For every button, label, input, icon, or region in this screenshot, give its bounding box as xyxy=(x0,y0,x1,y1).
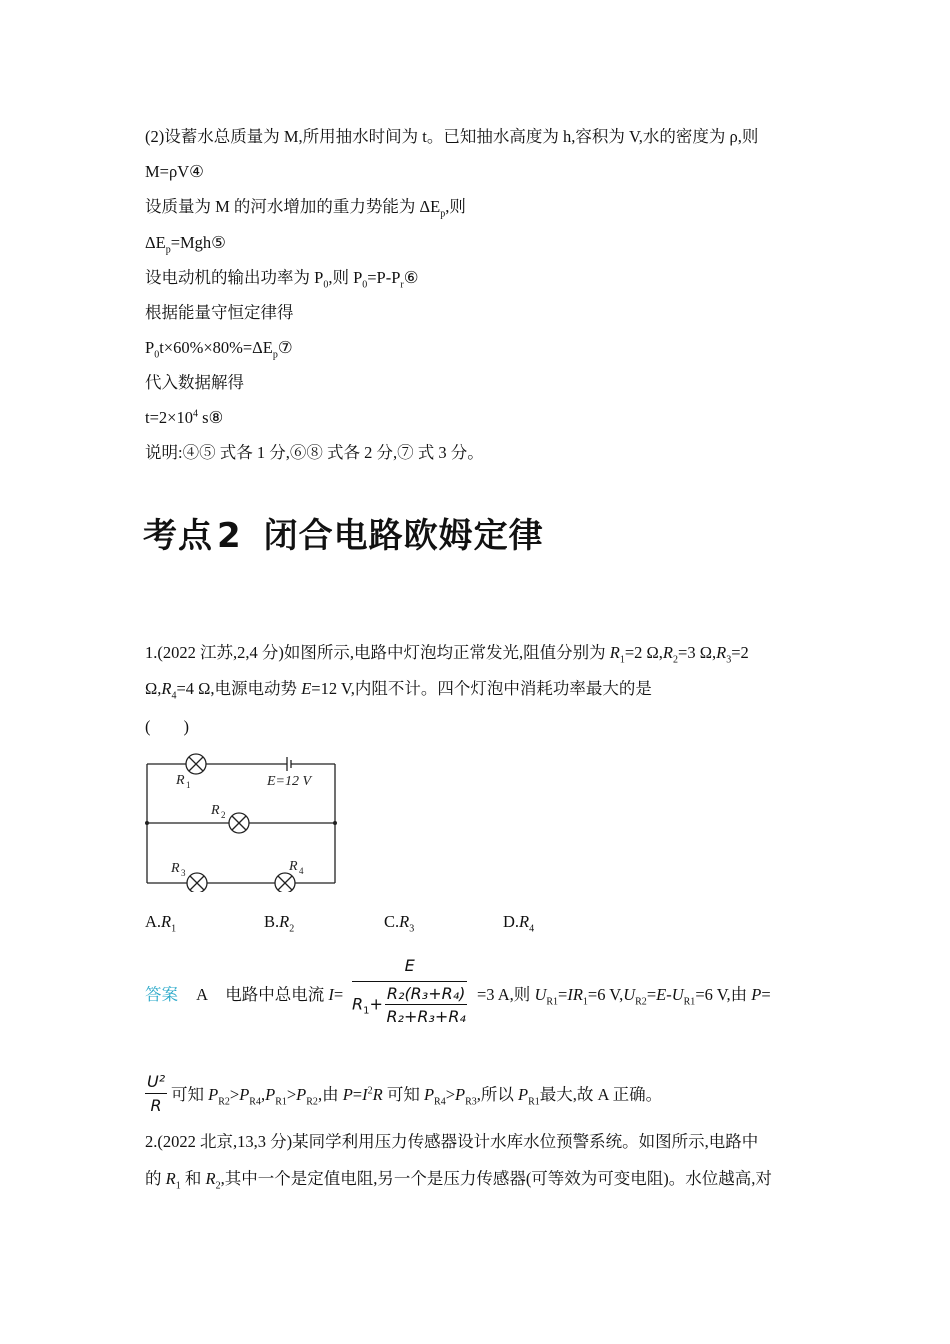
q1-line-1: 1.(2022 江苏,2,4 分)如图所示,电路中灯泡均正常发光,阻值分别为 $R_1=2$ $\Omega,R_2=3$ $\Omega,R_3=2$ xyxy=(145,643,749,666)
solution-line-9: $t=2\times 10^4$ s⑧ xyxy=(145,408,224,427)
lamp-r1 xyxy=(186,754,206,774)
label-emf: E=12 V xyxy=(267,774,312,789)
answer-line-2: 可知 $P_{R2}>P_{R4},P_{R1}>P_{R2}$,由 $P=I^2R$ 可知 $P_{R4}>P_{R3}$,所以 $P_{R1}$最大,故 A 正确。 xyxy=(171,1085,663,1108)
solution-line-6: 根据能量守恒定律得 xyxy=(145,303,294,322)
label-r3: R xyxy=(171,861,180,876)
answer-line-1-rest: =3 A,则 $U_{R1}=IR_1=6$ $V,U_{R2}=E-U_{R1}=6$ V,由 P= xyxy=(477,985,771,1008)
option-c[interactable]: $C.R_3$ xyxy=(384,912,415,935)
solution-line-7: $P_0t\times 60\%\times 80\%=\Delta E_p⑦$ xyxy=(145,338,293,361)
solution-line-1: (2)设蓄水总质量为 M,所用抽水时间为 t。已知抽水高度为 h,容积为 V,水的密度为 ρ,则 xyxy=(145,127,759,146)
label-r1: R xyxy=(176,773,185,788)
label-r4: R xyxy=(289,859,298,874)
solution-line-2: M=ρV④ xyxy=(145,162,204,181)
label-r4-sub: 4 xyxy=(299,866,304,876)
q1-answer-paren: ( ) xyxy=(145,717,189,736)
label-r3-sub: 3 xyxy=(181,868,186,878)
lamp-r4 xyxy=(275,873,295,892)
power-fraction: $\frac{\text{U²}}{R}$ xyxy=(147,1072,166,1115)
lamp-r3 xyxy=(187,873,207,892)
option-b[interactable]: $B.R_2$ xyxy=(264,912,295,935)
solution-line-3: 设质量为 M 的河水增加的重力势能为 $\Delta E_p$,则 xyxy=(145,197,466,220)
q2-line-1: 2.(2022 北京,13,3 分)某同学利用压力传感器设计水库水位预警系统。如图所示,电路中 xyxy=(145,1132,759,1151)
solution-line-8: 代入数据解得 xyxy=(145,373,244,392)
circuit-diagram xyxy=(140,752,345,892)
q1-line-2: $\Omega,R_4=4$ Ω,电源电动势 E=12 V,内阻不计。四个灯泡中消耗功率最大的是 xyxy=(145,679,652,702)
current-fraction: E $R_1+$ $\frac{\text{R₂(R₃+R₄)}}{\text{R₂+R₃+R₄}}$ xyxy=(352,956,466,1026)
solution-line-4: $\Delta E_p=Mgh⑤$ xyxy=(145,233,226,256)
junction-right xyxy=(333,821,337,825)
option-a[interactable]: $A.R_1$ xyxy=(145,912,177,935)
lamp-r2 xyxy=(229,813,249,833)
answer-label: 答案 xyxy=(145,985,178,1004)
option-d[interactable]: $D.R_4$ xyxy=(503,912,535,935)
solution-line-5: 设电动机的输出功率为 $P_0$,则 $P_0=P-P_r⑥$ xyxy=(145,268,419,291)
answer-line-1: 答案 A 电路中总电流 I= xyxy=(145,985,344,1004)
junction-left xyxy=(145,821,149,825)
label-r1-sub: 1 xyxy=(186,780,191,790)
section-heading: 考点 2 闭合电路欧姆定律 xyxy=(143,516,544,556)
label-r2: R xyxy=(211,803,220,818)
q2-line-2: 的 $R_1$ 和 $R_2$,其中一个是定值电阻,另一个是压力传感器(可等效为可变电阻)。水位越高,对 xyxy=(145,1169,772,1192)
label-r2-sub: 2 xyxy=(221,810,226,820)
solution-line-10: 说明:④⑤ 式各 1 分,⑥⑧ 式各 2 分,⑦ 式 3 分。 xyxy=(145,443,484,462)
